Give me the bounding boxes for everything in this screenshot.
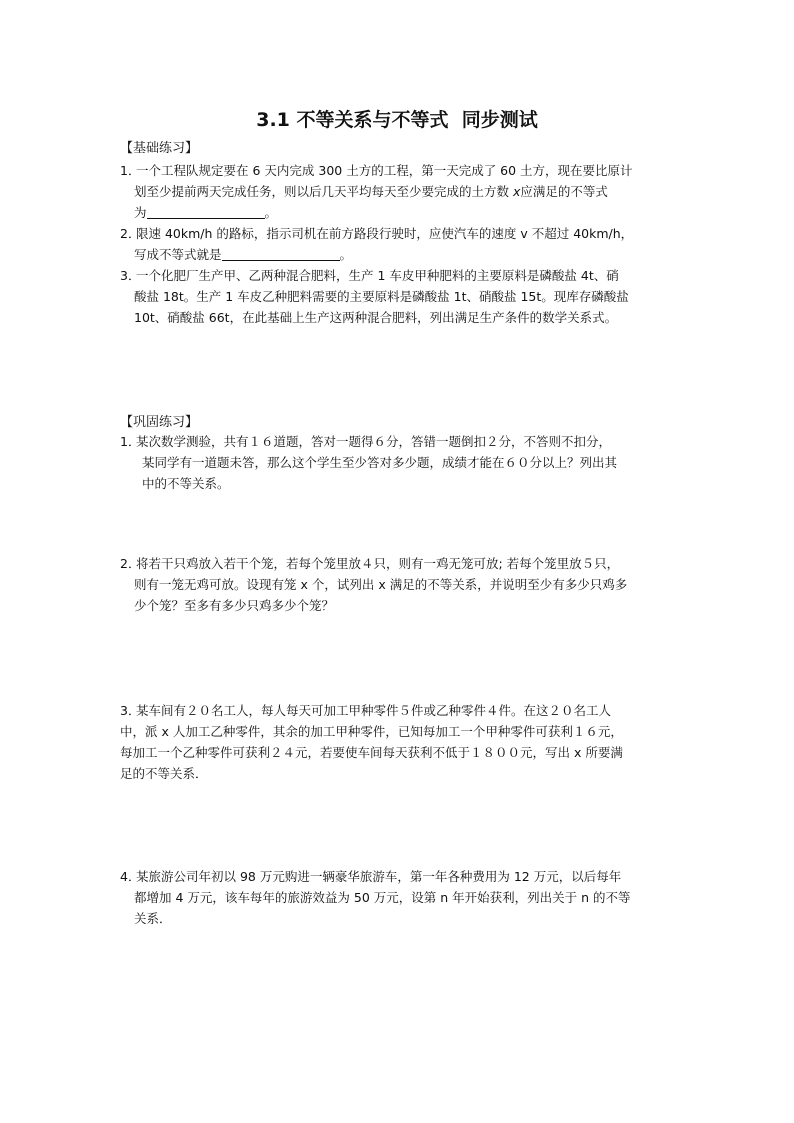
page-title: 3.1 不等关系与不等式 同步测试 bbox=[256, 109, 538, 131]
question-text: 某车间有２０名工人，每人每天可加工甲种零件５件或乙种零件４件。在这２０名工人 bbox=[136, 703, 612, 718]
question-number: 4． bbox=[120, 869, 141, 884]
question-text: 中，派 x 人加工乙种零件，其余的加工甲种零件，已知每加工一个甲种零件可获利１６元， bbox=[120, 724, 623, 739]
question-text: 某旅游公司年初以 98 万元购进一辆豪华旅游车，第一年各种费用为 12 万元，以后每年 bbox=[136, 869, 622, 884]
question-text: 。 bbox=[339, 247, 353, 262]
question-number: 2． bbox=[120, 226, 141, 241]
question-text: 划至少提前两天完成任务，则以后几天平均每天至少要完成的土方数 bbox=[134, 184, 513, 199]
question-text: 则有一笼无鸡可放。设现有笼 x 个，试列出 x 满足的不等关系，并说明至少有多少只鸡多 bbox=[134, 577, 628, 592]
question-text: 限速 40km/h 的路标，指示司机在前方路段行驶时，应使汽车的速度 v 不超过 40km/h， bbox=[136, 226, 634, 241]
question-basic-3 bbox=[120, 265, 680, 328]
question-text: 。 bbox=[264, 205, 278, 220]
question-text: 关系． bbox=[134, 911, 172, 926]
question-text: 将若干只鸡放入若干个笼，若每个笼里放４只，则有一鸡无笼可放; 若每个笼里放５只， bbox=[136, 556, 620, 571]
question-text: 一个化肥厂生产甲、乙两种混合肥料，生产 1 车皮甲种肥料的主要原料是磷酸盐 4t、硝 bbox=[136, 268, 619, 283]
question-text: 足的不等关系． bbox=[120, 766, 208, 781]
question-number: 3． bbox=[120, 703, 141, 718]
question-consolidate-3 bbox=[120, 700, 680, 784]
question-consolidate-2 bbox=[120, 553, 680, 616]
question-text: 应满足的不等式 bbox=[520, 184, 608, 199]
section-heading-basic: 【基础练习】 bbox=[120, 141, 199, 156]
question-text: 少个笼？至多有多少只鸡多少个笼？ bbox=[134, 598, 335, 613]
question-text: 每加工一个乙种零件可获利２４元，若要使车间每天获利不低于１８００元，写出 x 所要满 bbox=[120, 745, 623, 760]
question-basic-1 bbox=[120, 160, 680, 223]
answer-blank[interactable] bbox=[147, 204, 265, 219]
question-number: 1． bbox=[120, 163, 141, 178]
variable-x: x bbox=[512, 184, 521, 199]
question-text: 酸盐 18t。生产 1 车皮乙种肥料需要的主要原料是磷酸盐 1t、硝酸盐 15t。现库存磷酸盐 bbox=[134, 289, 629, 304]
question-text: 都增加 4 万元，该车每年的旅游效益为 50 万元，设第 n 年开始获利，列出关于 n 的不等 bbox=[134, 890, 631, 905]
answer-blank[interactable] bbox=[222, 246, 340, 261]
question-text: 某同学有一道题未答，那么这个学生至少答对多少题，成绩才能在６０分以上？列出其 bbox=[142, 455, 618, 470]
question-consolidate-1 bbox=[120, 431, 680, 494]
question-basic-2 bbox=[120, 223, 680, 265]
question-text: 某次数学测验，共有１６道题，答对一题得６分，答错一题倒扣２分，不答则不扣分， bbox=[136, 434, 612, 449]
question-text: 为 bbox=[134, 205, 147, 220]
question-consolidate-4 bbox=[120, 866, 680, 929]
question-number: 2． bbox=[120, 556, 141, 571]
question-number: 3． bbox=[120, 268, 141, 283]
question-text: 写成不等式就是 bbox=[134, 247, 222, 262]
section-heading-consolidate: 【巩固练习】 bbox=[120, 415, 199, 430]
question-text: 中的不等关系。 bbox=[142, 476, 230, 491]
question-text: 一个工程队规定要在 6 天内完成 300 土方的工程，第一天完成了 60 土方，现在要比原计 bbox=[136, 163, 633, 178]
question-text: 10t、硝酸盐 66t，在此基础上生产这两种混合肥料，列出满足生产条件的数学关系式。 bbox=[134, 310, 618, 325]
question-number: 1． bbox=[120, 434, 141, 449]
